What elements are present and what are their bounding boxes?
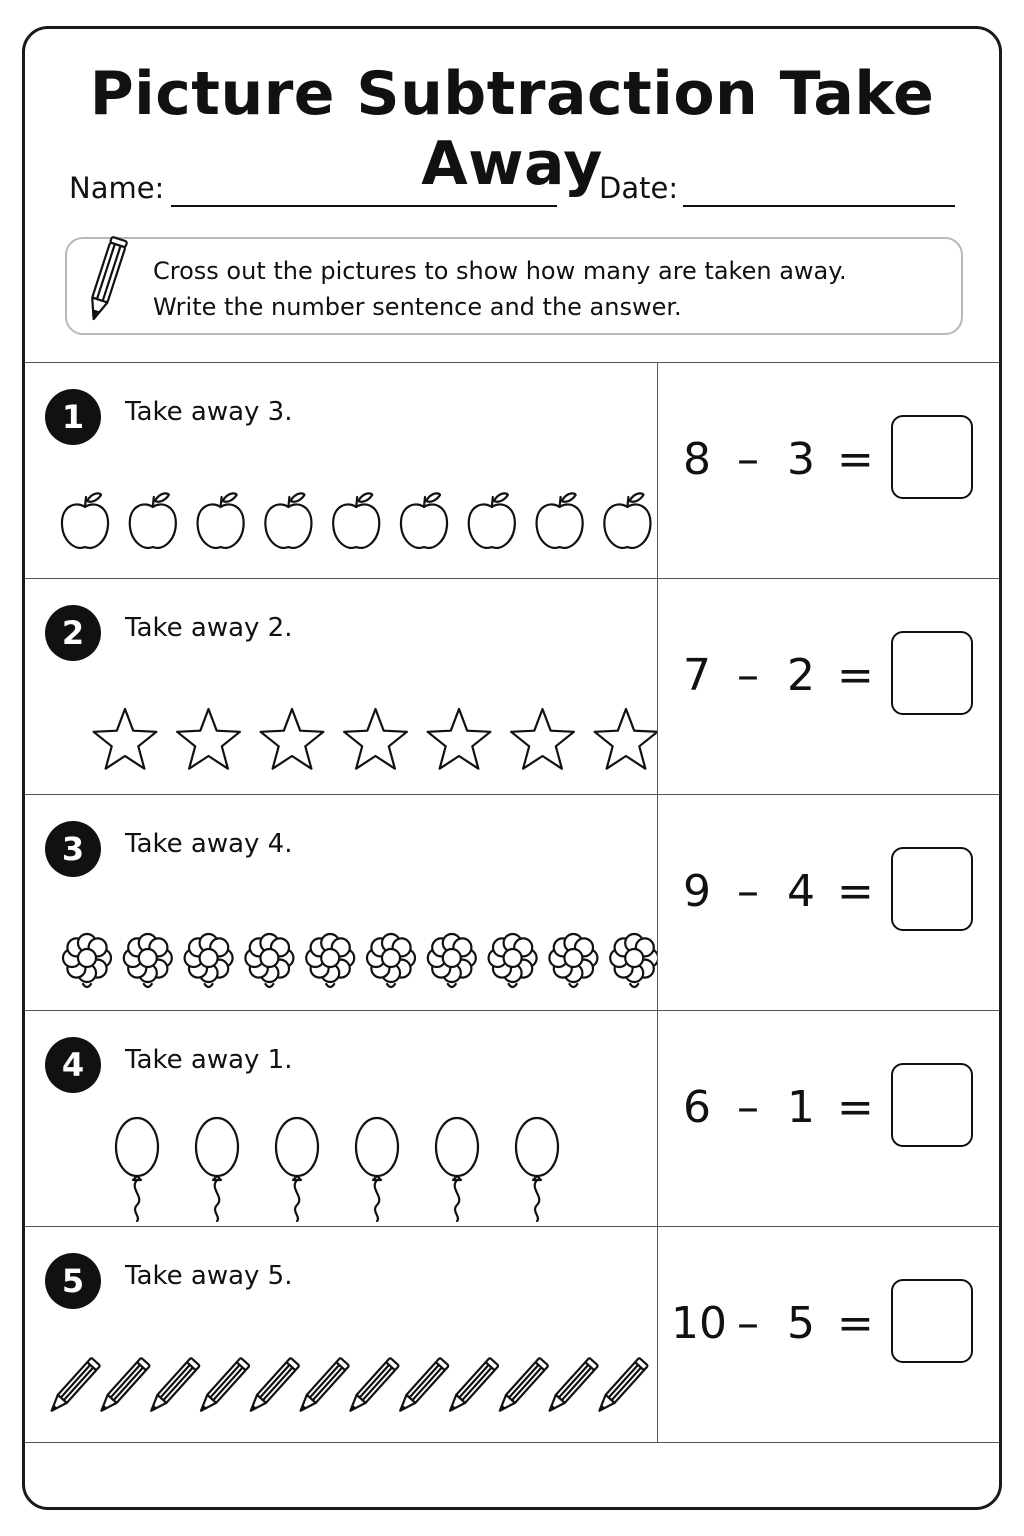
minus-sign: –	[737, 434, 759, 485]
flower-pictures	[25, 795, 657, 1011]
pencil-icon[interactable]	[495, 1358, 548, 1415]
pencil-icon[interactable]	[246, 1358, 299, 1415]
answer-box[interactable]	[891, 631, 973, 715]
balloon-icon[interactable]	[116, 1118, 158, 1221]
equals-sign: =	[837, 1298, 874, 1349]
date-label: Date:	[599, 171, 679, 205]
equals-sign: =	[837, 1082, 874, 1133]
minuend: 8	[683, 434, 711, 485]
number-sentence	[675, 425, 875, 495]
column-divider	[657, 795, 658, 1010]
star-icon[interactable]	[511, 709, 574, 769]
flower-icon[interactable]	[245, 934, 293, 987]
subtrahend: 5	[787, 1298, 815, 1349]
star-icon[interactable]	[177, 709, 240, 769]
instructions-box	[65, 237, 963, 335]
problem-number-badge: 3	[45, 821, 101, 877]
column-divider	[657, 1227, 658, 1442]
number-sentence	[675, 641, 875, 711]
problem-row-1	[25, 362, 1001, 578]
pencil-icon[interactable]	[97, 1358, 150, 1415]
answer-box[interactable]	[891, 1279, 973, 1363]
apple-pictures	[25, 363, 657, 579]
apple-icon[interactable]	[537, 493, 583, 548]
minuend: 7	[683, 650, 711, 701]
flower-icon[interactable]	[489, 934, 537, 987]
minuend: 6	[683, 1082, 711, 1133]
name-label: Name:	[69, 171, 165, 205]
number-sentence	[675, 1073, 875, 1143]
star-icon[interactable]	[428, 709, 491, 769]
name-line[interactable]	[171, 205, 557, 207]
problem-number-badge: 4	[45, 1037, 101, 1093]
flower-icon[interactable]	[306, 934, 354, 987]
pencil-icon[interactable]	[446, 1358, 499, 1415]
subtrahend: 4	[787, 866, 815, 917]
apple-icon[interactable]	[401, 493, 447, 548]
column-divider	[657, 363, 658, 578]
pencil-icon[interactable]	[47, 1358, 100, 1415]
subtrahend: 2	[787, 650, 815, 701]
subtrahend: 3	[787, 434, 815, 485]
minus-sign: –	[737, 1082, 759, 1133]
pencil-icon	[81, 231, 131, 331]
minuend: 9	[683, 866, 711, 917]
minuend: 10	[671, 1298, 727, 1349]
problem-prompt: Take away 3.	[125, 397, 293, 427]
pencil-icon[interactable]	[197, 1358, 250, 1415]
flower-icon[interactable]	[428, 934, 476, 987]
apple-icon[interactable]	[604, 493, 650, 548]
balloon-icon[interactable]	[436, 1118, 478, 1221]
flower-icon[interactable]	[185, 934, 233, 987]
problem-prompt: Take away 4.	[125, 829, 293, 859]
pencil-icon[interactable]	[396, 1358, 449, 1415]
minus-sign: –	[737, 1298, 759, 1349]
pencil-pictures	[25, 1227, 657, 1443]
apple-icon[interactable]	[130, 493, 176, 548]
problem-row-4	[25, 1010, 1001, 1226]
flower-icon[interactable]	[367, 934, 415, 987]
star-icon[interactable]	[94, 709, 157, 769]
problem-number-badge: 1	[45, 389, 101, 445]
flower-icon[interactable]	[124, 934, 172, 987]
page-title: Picture Subtraction Take Away	[89, 59, 935, 199]
pencil-icon[interactable]	[595, 1358, 648, 1415]
flower-icon[interactable]	[549, 934, 597, 987]
problem-number-badge: 2	[45, 605, 101, 661]
balloon-icon[interactable]	[276, 1118, 318, 1221]
answer-box[interactable]	[891, 1063, 973, 1147]
flower-icon[interactable]	[610, 934, 657, 987]
apple-icon[interactable]	[333, 493, 379, 548]
bottom-divider	[25, 1442, 1001, 1443]
problem-row-5	[25, 1226, 1001, 1442]
problem-row-3	[25, 794, 1001, 1010]
problem-prompt: Take away 5.	[125, 1261, 293, 1291]
worksheet	[22, 26, 1002, 1510]
instruction-line-1: Cross out the pictures to show how many are taken away.	[153, 257, 847, 285]
pencil-icon[interactable]	[545, 1358, 598, 1415]
answer-box[interactable]	[891, 415, 973, 499]
star-pictures	[25, 579, 657, 795]
number-sentence	[675, 857, 875, 927]
answer-box[interactable]	[891, 847, 973, 931]
subtrahend: 1	[787, 1082, 815, 1133]
date-line[interactable]	[683, 205, 955, 207]
instruction-line-2: Write the number sentence and the answer.	[153, 293, 682, 321]
number-sentence	[671, 1289, 875, 1359]
equals-sign: =	[837, 650, 874, 701]
equals-sign: =	[837, 866, 874, 917]
pencil-icon[interactable]	[346, 1358, 399, 1415]
column-divider	[657, 1011, 658, 1226]
balloon-icon[interactable]	[516, 1118, 558, 1221]
apple-icon[interactable]	[198, 493, 244, 548]
star-icon[interactable]	[595, 709, 657, 769]
flower-icon[interactable]	[63, 934, 111, 987]
star-icon[interactable]	[344, 709, 407, 769]
balloon-icon[interactable]	[196, 1118, 238, 1221]
minus-sign: –	[737, 866, 759, 917]
problem-number-badge: 5	[45, 1253, 101, 1309]
balloon-icon[interactable]	[356, 1118, 398, 1221]
problem-prompt: Take away 2.	[125, 613, 293, 643]
pencil-icon[interactable]	[296, 1358, 349, 1415]
problem-prompt: Take away 1.	[125, 1045, 293, 1075]
column-divider	[657, 579, 658, 794]
minus-sign: –	[737, 650, 759, 701]
problem-row-2	[25, 578, 1001, 794]
apple-icon[interactable]	[265, 493, 311, 548]
balloon-pictures	[25, 1011, 657, 1227]
star-icon[interactable]	[261, 709, 324, 769]
apple-icon[interactable]	[469, 493, 515, 548]
pencil-icon[interactable]	[147, 1358, 200, 1415]
equals-sign: =	[837, 434, 874, 485]
apple-icon[interactable]	[62, 493, 108, 548]
